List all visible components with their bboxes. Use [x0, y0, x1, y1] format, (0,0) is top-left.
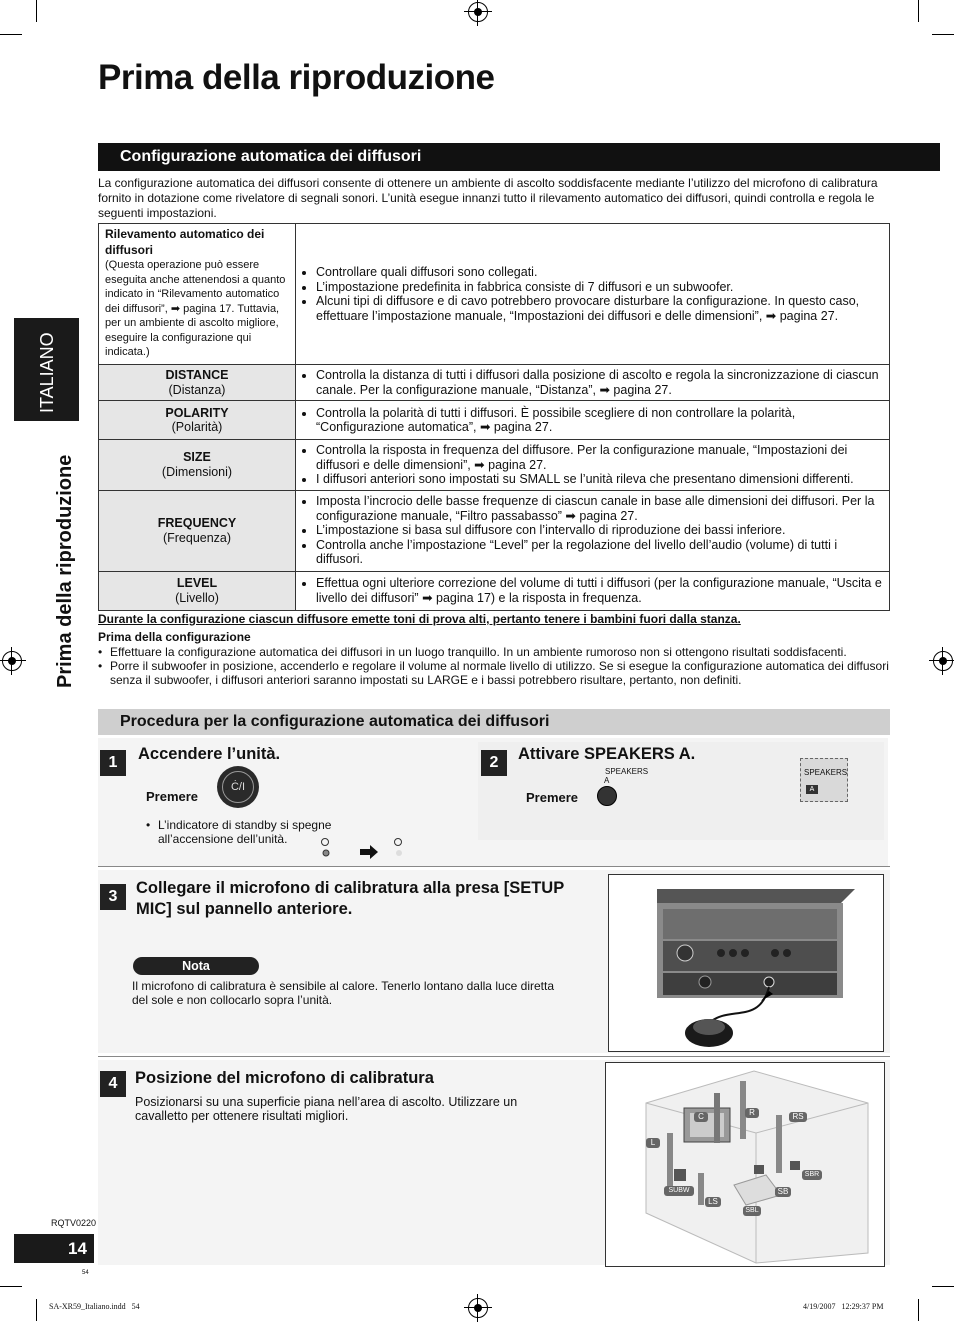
list-item: • Controllare quali diffusori sono collegati.	[316, 265, 883, 280]
power-button[interactable]	[217, 766, 259, 808]
table-key-sub: (Frequenza)	[162, 530, 232, 545]
table-key-cell	[99, 224, 296, 365]
list-item: • Controlla anche l’impostazione “Level” per la regolazione del livello dell’audio (volume) di tutti i diffusori.	[316, 538, 883, 567]
speaker-label: SUBW	[664, 1186, 694, 1196]
power-icon: Ċ/I	[222, 771, 254, 803]
step-number: 2	[481, 750, 507, 776]
section-heading: Configurazione automatica dei diffusori	[98, 143, 940, 171]
room-layout-illustration	[605, 1062, 885, 1267]
nota-text: Il microfono di calibratura è sensibile al calore. Tenerlo lontano dalla luce diretta del sole e non collocarlo sopra l’unità.	[132, 979, 555, 1007]
speaker-label: C	[694, 1112, 708, 1122]
list-item: • Controlla la distanza di tutti i diffusori dalla posizione di ascolto e regola la sincronizzazione di ciascun canale. Per la configurazione manuale, “Distanza”, ➡ pagina 27.	[316, 368, 883, 397]
tiny-page-number: 54	[82, 1270, 89, 1276]
warning-text: Durante la configurazione ciascun diffusore emette toni di prova alti, pertanto tenere i bambini fuori dalla stanza.	[98, 612, 741, 626]
table-key-cell	[99, 490, 296, 571]
list-item: • Controlla la risposta in frequenza del diffusore. Per la configurazione manuale, “Impostazioni dei diffusori e delle dimensioni”, ➡ pagina 27.	[316, 443, 883, 472]
speaker-label: R	[745, 1108, 759, 1118]
table-row	[99, 571, 890, 610]
table-key: FREQUENCY	[157, 516, 237, 530]
table-value-cell	[296, 440, 890, 491]
speaker-label: SBR	[802, 1170, 822, 1180]
before-heading: Prima della configurazione	[98, 630, 251, 644]
procedure-heading: Procedura per la configurazione automatica dei diffusori	[98, 709, 890, 735]
language-tab-label: ITALIANO	[37, 332, 57, 413]
crop-mark	[36, 1299, 37, 1321]
table-key-cell	[99, 440, 296, 491]
divider	[98, 866, 890, 867]
registration-mark-icon	[933, 651, 953, 671]
speaker-label: RS	[789, 1112, 807, 1122]
step-title: Collegare il microfono di calibratura alla presa [SETUP MIC] sul pannello anteriore.	[136, 879, 564, 918]
table-key-cell	[99, 365, 296, 401]
step-title: Attivare SPEAKERS A.	[518, 745, 696, 763]
crop-mark	[932, 1286, 954, 1287]
list-item: • Alcuni tipi di diffusore e di cavo potrebbero provocare disturbare la configurazione. In questo caso, effettuare l’impostazione manuale, “Impostazioni dei diffusori e delle dimensioni”, ➡ pagina 27.	[316, 294, 883, 323]
table-key: SIZE	[183, 450, 211, 465]
press-label: Premere	[146, 789, 199, 804]
list-item: • L’impostazione predefinita in fabbrica consiste di 7 diffusori e un subwoofer.	[316, 280, 883, 295]
display-speakers-label: SPEAKERS	[804, 768, 848, 777]
table-key: POLARITY	[165, 405, 229, 420]
speaker-label: SBL	[743, 1206, 761, 1216]
list-item: • Effettuare la configurazione automatica dei diffusori in un luogo tranquillo. In un ambiente rumoroso non si ottengono risultati soddisfacenti.	[98, 645, 893, 659]
before-list	[98, 645, 893, 687]
table-key-sub: (Polarità)	[171, 420, 223, 434]
table-row	[99, 440, 890, 491]
table-key-sub: (Livello)	[175, 590, 219, 605]
crop-mark	[0, 1286, 22, 1287]
table-value-cell	[296, 571, 890, 610]
step-number: 4	[100, 1071, 126, 1097]
list-item: • L’impostazione si basa sul diffusore con l’intervallo di riproduzione dei bassi inferiore.	[316, 523, 883, 538]
side-section-label: Prima della riproduzione	[54, 454, 76, 688]
table-key: Rilevamento automatico dei diffusori	[105, 227, 265, 257]
table-row	[99, 365, 890, 401]
display-panel	[800, 758, 848, 802]
page-title: Prima della riproduzione	[98, 58, 495, 97]
display-a-indicator: A	[806, 785, 818, 794]
standby-indicator-icon	[318, 836, 408, 860]
table-key: DISTANCE	[165, 368, 229, 382]
footer-file: SA-XR59_Italiano.indd 54	[49, 1302, 140, 1311]
nota-badge: Nota	[133, 957, 259, 975]
intro-text: La configurazione automatica dei diffusori consente di ottenere un ambiente di ascolto soddisfacente mediante l’utilizzo del microfono di calibratura fornito in dotazione come rivelatore di segnali sonori. L’unità esegue innanzi tutto il rilevamento automatico dei diffusori, quindi controlla e regola le seguenti impostazioni.	[98, 176, 878, 220]
speakers-label: SPEAKERS	[605, 767, 649, 776]
list-item: • Porre il subwoofer in posizione, accenderlo e regolare il volume al normale livello di utilizzo. Se si esegue la configurazione automatica dei diffusori senza il subwoofer, i diffusori anteriori saranno impostati su LARGE e i bassi potrebbero risultare, pertanto, non definiti.	[98, 659, 893, 687]
footer-date: 4/19/2007 12:29:37 PM	[803, 1302, 884, 1311]
table-row	[99, 224, 890, 365]
page-number: 14	[68, 1239, 87, 1258]
language-tab	[14, 318, 79, 421]
table-key-cell	[99, 571, 296, 610]
press-label: Premere	[526, 790, 579, 805]
table-key-cell	[99, 401, 296, 440]
settings-table	[98, 223, 890, 611]
list-item: • Controlla la polarità di tutti i diffusori. È possibile scegliere di non controllare la polarità, “Configurazione automatica”, ➡ pagina 27.	[316, 406, 883, 435]
crop-mark	[932, 34, 954, 35]
speaker-label: L	[646, 1138, 660, 1148]
speakers-a-label: A	[604, 776, 610, 785]
table-key-sub: (Distanza)	[168, 382, 226, 397]
table-row	[99, 401, 890, 440]
table-key-sub: (Dimensioni)	[161, 464, 233, 479]
step-title: Accendere l’unità.	[138, 745, 281, 763]
list-item: • I diffusori anteriori sono impostati su SMALL se l’unità rileva che presentano dimensioni differenti.	[316, 472, 883, 487]
speaker-label: SB	[775, 1187, 791, 1197]
table-row	[99, 490, 890, 571]
step-number: 3	[100, 884, 126, 910]
divider	[98, 1056, 890, 1057]
list-item: • Imposta l’incrocio delle basse frequenze di ciascun canale in base alle dimensioni dei diffusori. Per la configurazione manuale, “Filtro passabasso” ➡ pagina 27.	[316, 494, 883, 523]
table-key-sub: (Questa operazione può essere eseguita anche attenendosi a quanto indicato in “Rilevamento automatico dei diffusori”, ➡ pagina 17. Tuttavia, per un ambiente di ascolto migliore, eseguire la configurazione qui indicata.)	[105, 259, 286, 358]
speakers-a-button[interactable]	[597, 786, 617, 806]
registration-mark-icon	[2, 651, 22, 671]
list-item: • Effettua ogni ulteriore correzione del volume di tutti i diffusori (per la configurazione manuale, “Uscita e livello dei diffusori” ➡ pagina 17) e la risposta in frequenza.	[316, 576, 883, 605]
table-value-cell	[296, 401, 890, 440]
front-panel-illustration	[608, 874, 884, 1052]
step-text: Posizionarsi su una superficie piana nell’area di ascolto. Utilizzare un cavalletto per ottenere risultati migliori.	[135, 1095, 518, 1123]
step-title: Posizione del microfono di calibratura	[135, 1069, 434, 1087]
table-key: LEVEL	[176, 576, 218, 590]
crop-mark	[0, 34, 22, 35]
table-value-cell	[296, 224, 890, 365]
crop-mark	[918, 0, 919, 22]
step-note: • L’indicatore di standby si spegne all’accensione dell’unità.	[146, 818, 378, 846]
table-value-cell	[296, 365, 890, 401]
doc-code: RQTV0220	[51, 1218, 97, 1228]
registration-mark-icon	[468, 1298, 488, 1318]
crop-mark	[36, 0, 37, 22]
table-value-cell	[296, 490, 890, 571]
step-number: 1	[100, 750, 126, 776]
crop-mark	[918, 1299, 919, 1321]
registration-mark-icon	[468, 2, 488, 22]
speaker-label: LS	[705, 1197, 721, 1207]
